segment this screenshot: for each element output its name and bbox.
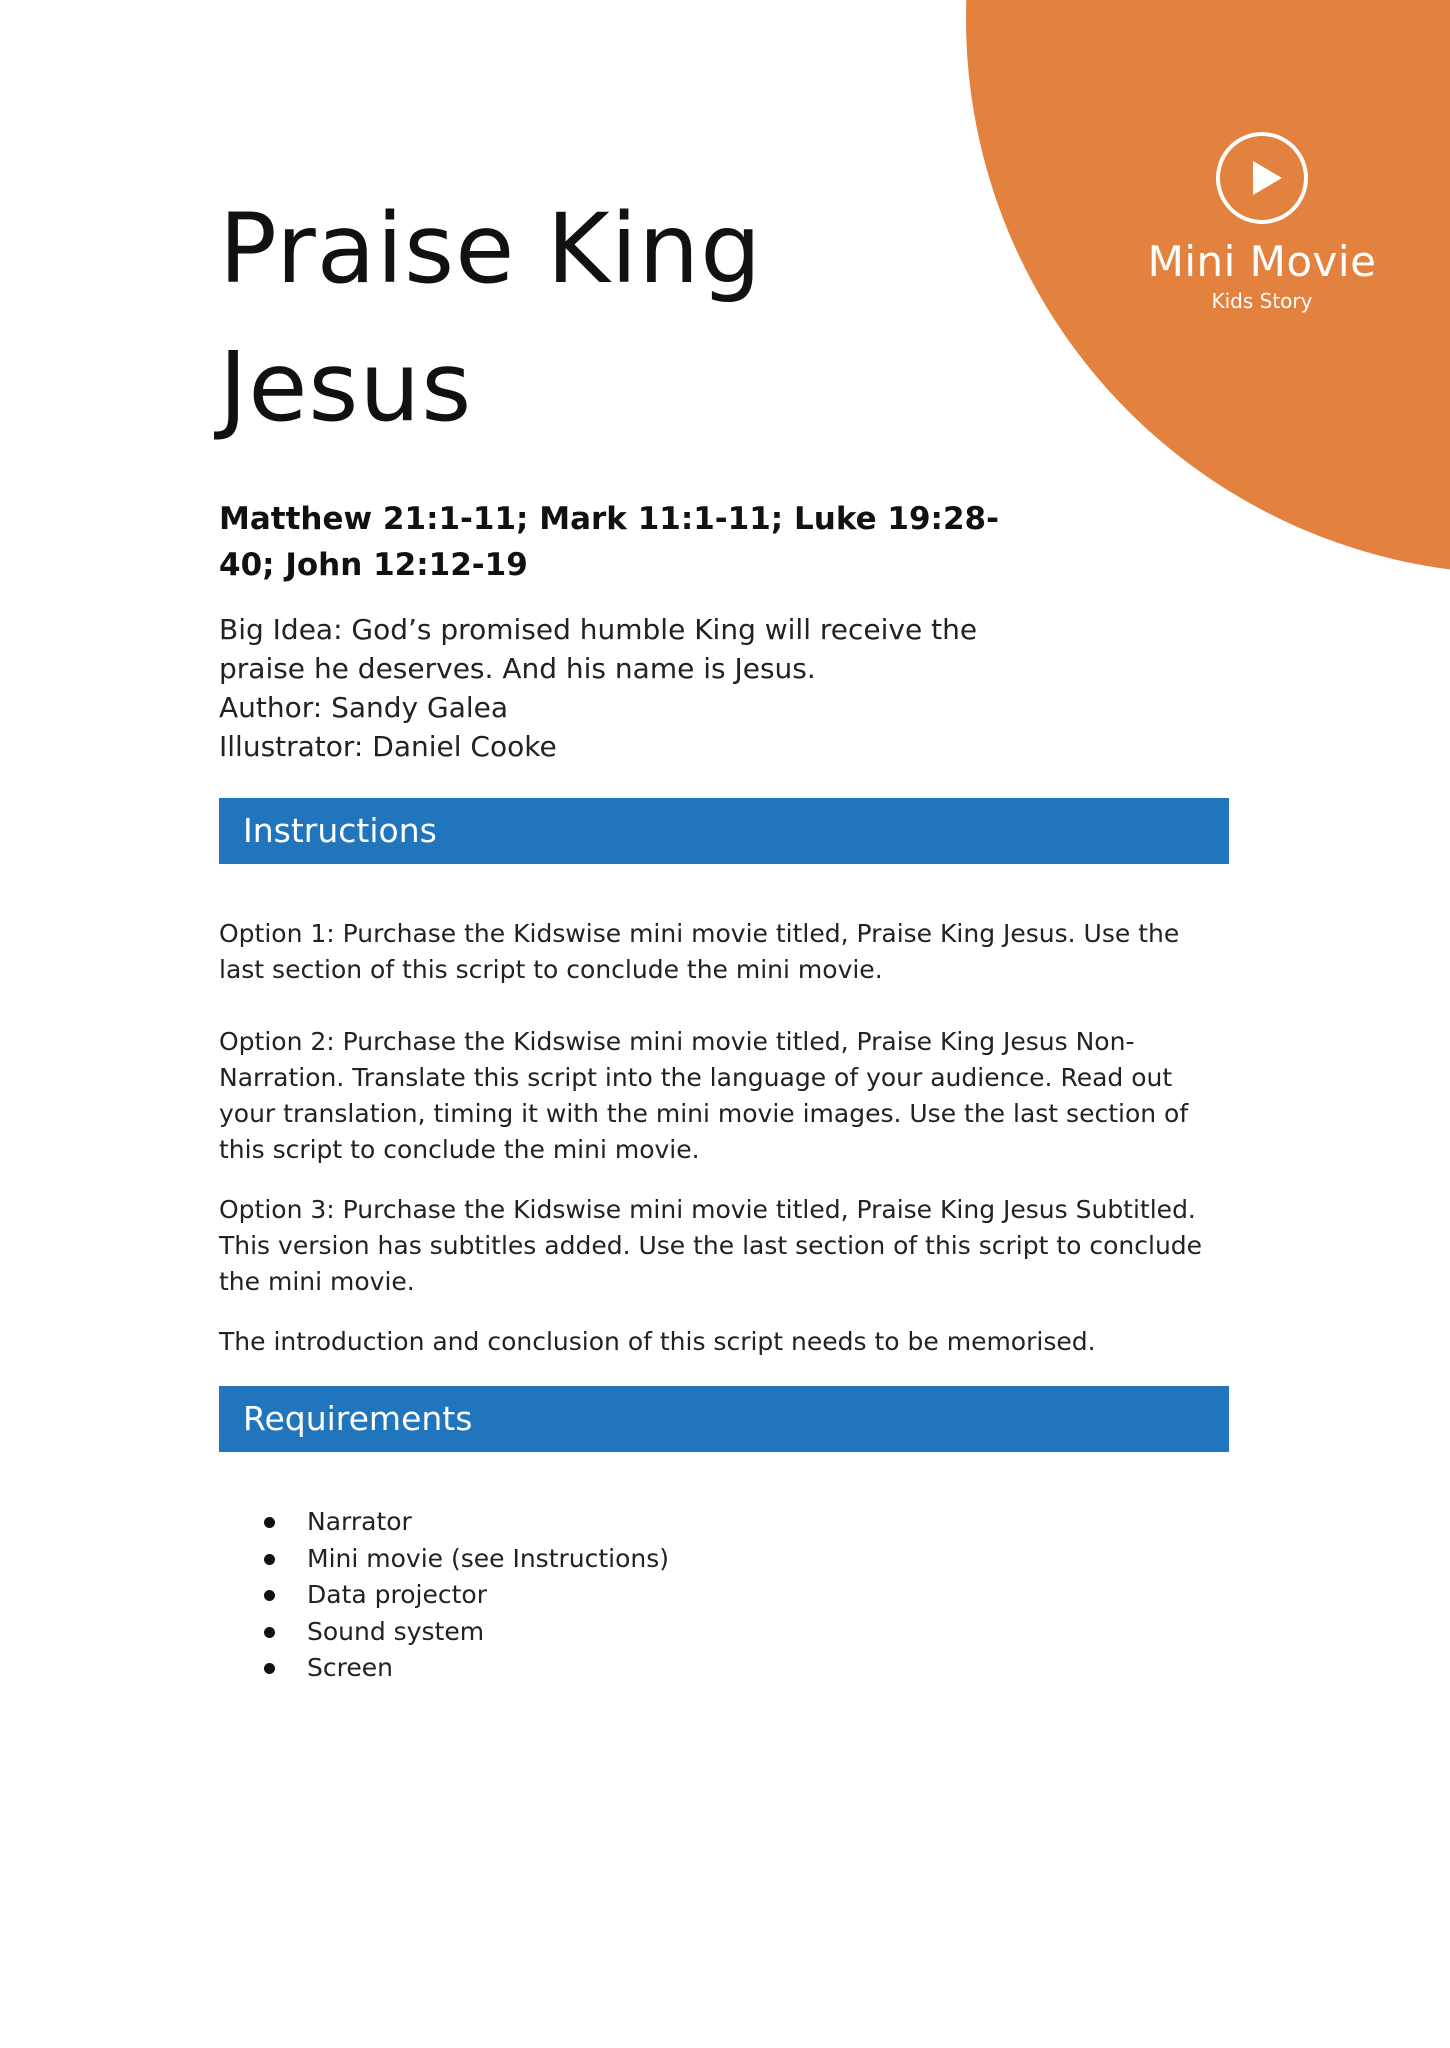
story-meta (219, 610, 999, 766)
document-body (219, 180, 1229, 1687)
badge-subtitle: Kids Story (1211, 289, 1313, 313)
instruction-option-2: Option 2: Purchase the Kidswise mini movie titled, Praise King Jesus Non-Narration. Translate this script into the language of your audience. Read out your translation, timing it with the mini movie images. Use the last section of this script to conclude the mini movie. (219, 1027, 1189, 1164)
illustrator: Illustrator: Daniel Cooke (219, 730, 557, 763)
requirement-label: Mini movie (see Instructions) (307, 1543, 670, 1573)
author: Author: Sandy Galea (219, 691, 509, 724)
requirement-label: Data projector (307, 1580, 487, 1609)
list-item (264, 1614, 1229, 1651)
requirements-list (219, 1504, 1229, 1687)
list-item (264, 1650, 1229, 1687)
instruction-option-3: Option 3: Purchase the Kidswise mini movie titled, Praise King Jesus Subtitled. This version has subtitles added. Use the last section of this script to conclude the mini movie. (219, 1195, 1203, 1296)
big-idea: Big Idea: God’s promised humble King will receive the praise he deserves. And his name is Jesus. (219, 613, 978, 685)
scripture-references: Matthew 21:1-11; Mark 11:1-11; Luke 19:28-40; John 12:12-19 (219, 501, 999, 583)
list-item (264, 1541, 1229, 1578)
bullet-icon (264, 1663, 275, 1674)
requirement-label: Sound system (307, 1616, 485, 1646)
requirement-label: Narrator (307, 1507, 412, 1536)
bullet-icon (264, 1627, 275, 1638)
badge-title: Mini Movie (1147, 237, 1377, 286)
bullet-icon (264, 1590, 275, 1601)
requirements-heading: Requirements (219, 1386, 1229, 1452)
instructions-heading: Instructions (219, 798, 1229, 864)
list-item (264, 1577, 1229, 1614)
bullet-icon (264, 1517, 275, 1528)
instruction-option-1: Option 1: Purchase the Kidswise mini movie titled, Praise King Jesus. Use the last section of this script to conclude the mini movie. (219, 919, 1180, 984)
list-item (264, 1504, 1229, 1541)
bullet-icon (264, 1554, 275, 1565)
page-title: Praise King Jesus (219, 193, 763, 443)
requirement-label: Screen (307, 1653, 393, 1682)
instruction-note: The introduction and conclusion of this script needs to be memorised. (219, 1327, 1096, 1356)
